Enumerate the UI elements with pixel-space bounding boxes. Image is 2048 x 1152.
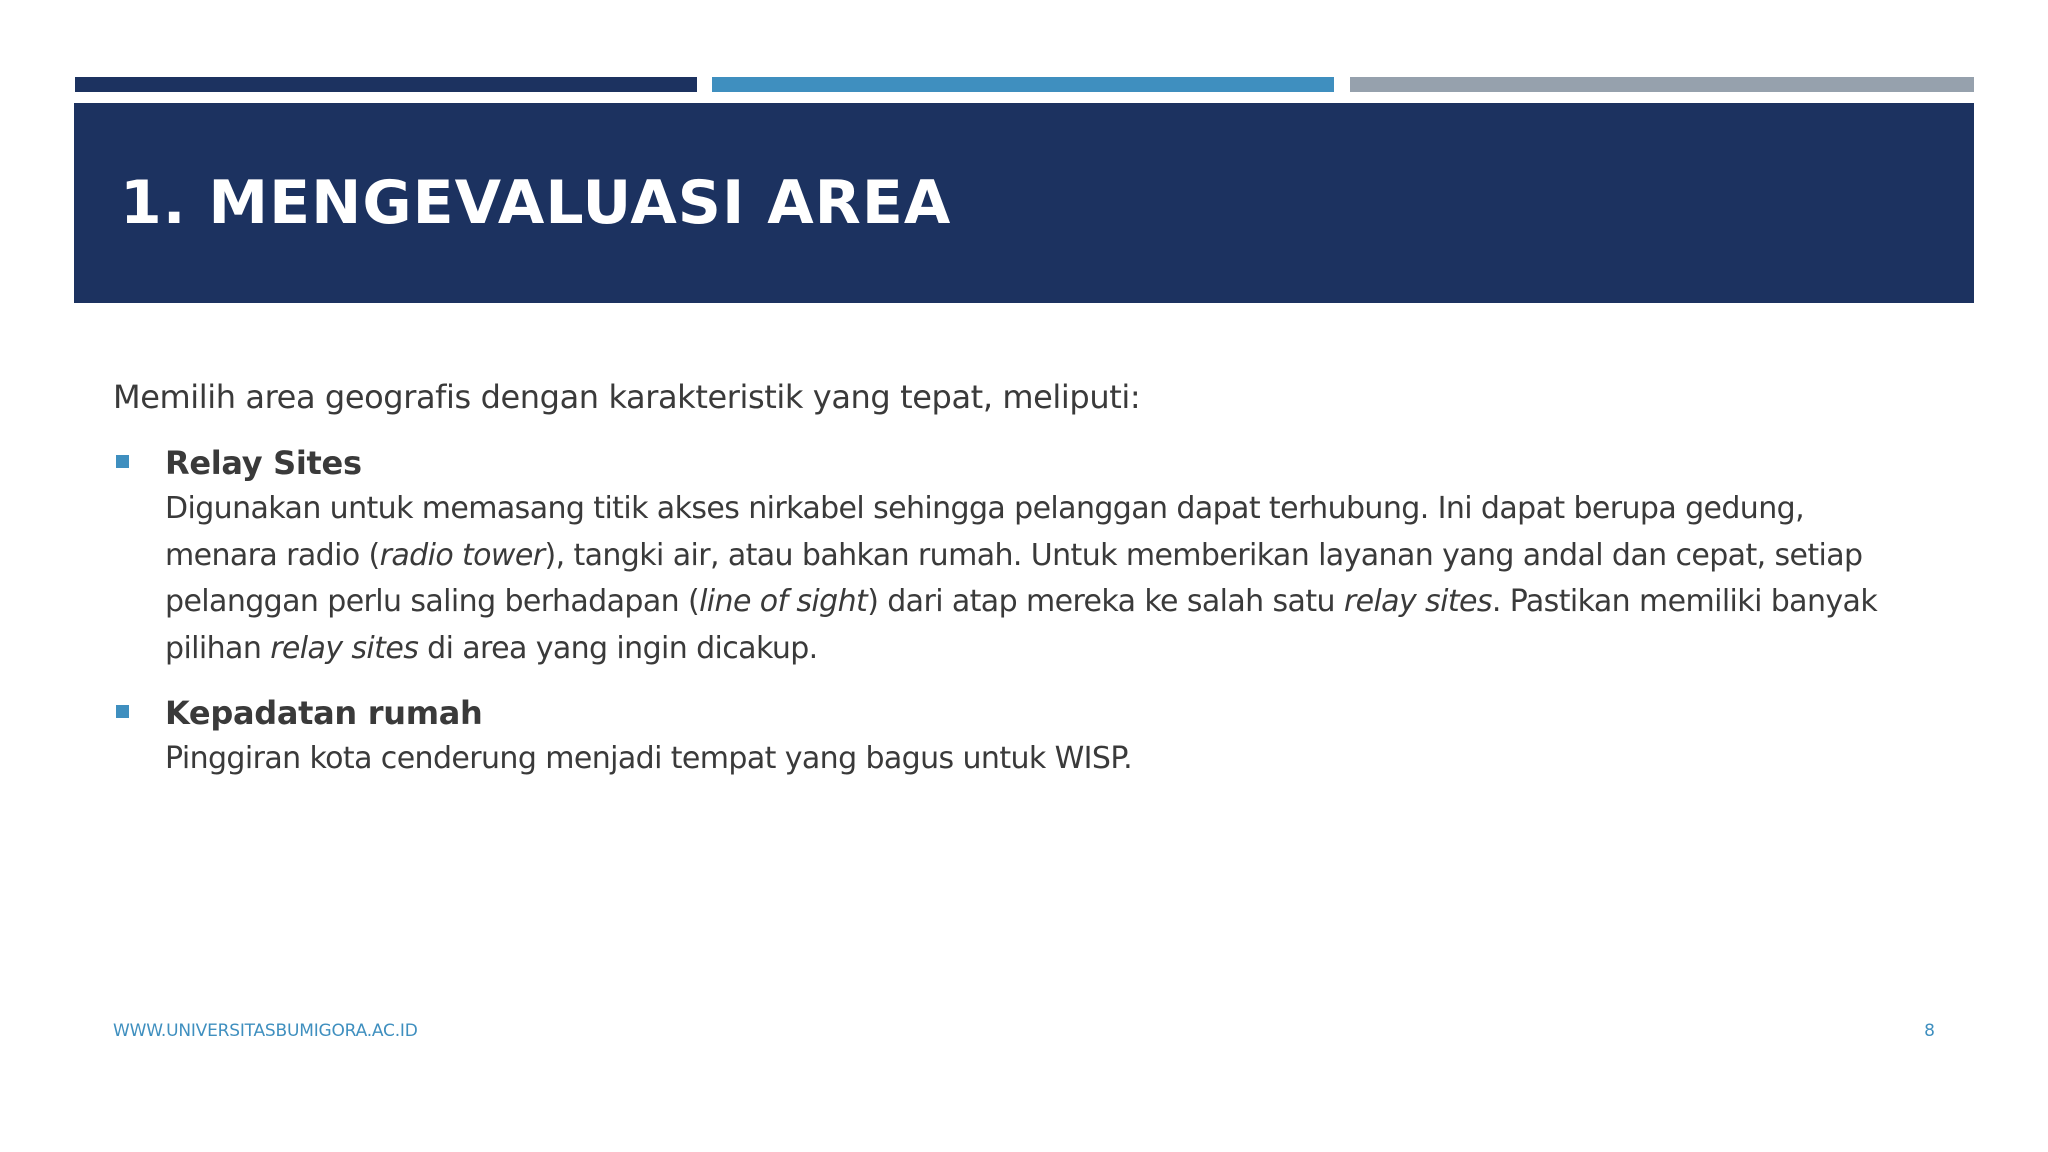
footer-url[interactable]: WWW.UNIVERSITASBUMIGORA.AC.ID [113,1021,418,1041]
bullet-heading: Kepadatan rumah [165,694,483,732]
slide-title: 1. MENGEVALUASI AREA [120,168,952,238]
square-bullet-icon [116,705,129,718]
decor-bar-gray [1350,77,1974,92]
bullet-relay-sites [113,440,1923,672]
body-line: Pinggiran kota cenderung menjadi tempat yang bagus untuk WISP. [165,741,1133,776]
page-number: 8 [1924,1021,1935,1041]
body-line: menara radio (radio tower), tangki air, atau bahkan rumah. Untuk memberikan layanan yang andal dan cepat, setiap [165,537,1863,573]
intro-text: Memilih area geografis dengan karakteristik yang tepat, meliputi: [113,378,1141,416]
bullet-body [165,736,1923,783]
decor-bar-navy [75,77,697,92]
square-bullet-icon [116,455,129,468]
decor-bar-blue [712,77,1334,92]
title-band [74,103,1974,303]
body-line: pelanggan perlu saling berhadapan (line of sight) dari atap mereka ke salah satu relay sites. Pastikan memiliki banyak [165,584,1878,619]
bullet-heading: Relay Sites [165,444,362,482]
content-area [113,374,1923,801]
body-line: Digunakan untuk memasang titik akses nirkabel sehingga pelanggan dapat terhubung. Ini dapat berupa gedung, [165,491,1805,526]
bullet-kepadatan-rumah [113,690,1923,783]
bullet-body [165,486,1923,672]
body-line: pilihan relay sites di area yang ingin dicakup. [165,630,818,666]
